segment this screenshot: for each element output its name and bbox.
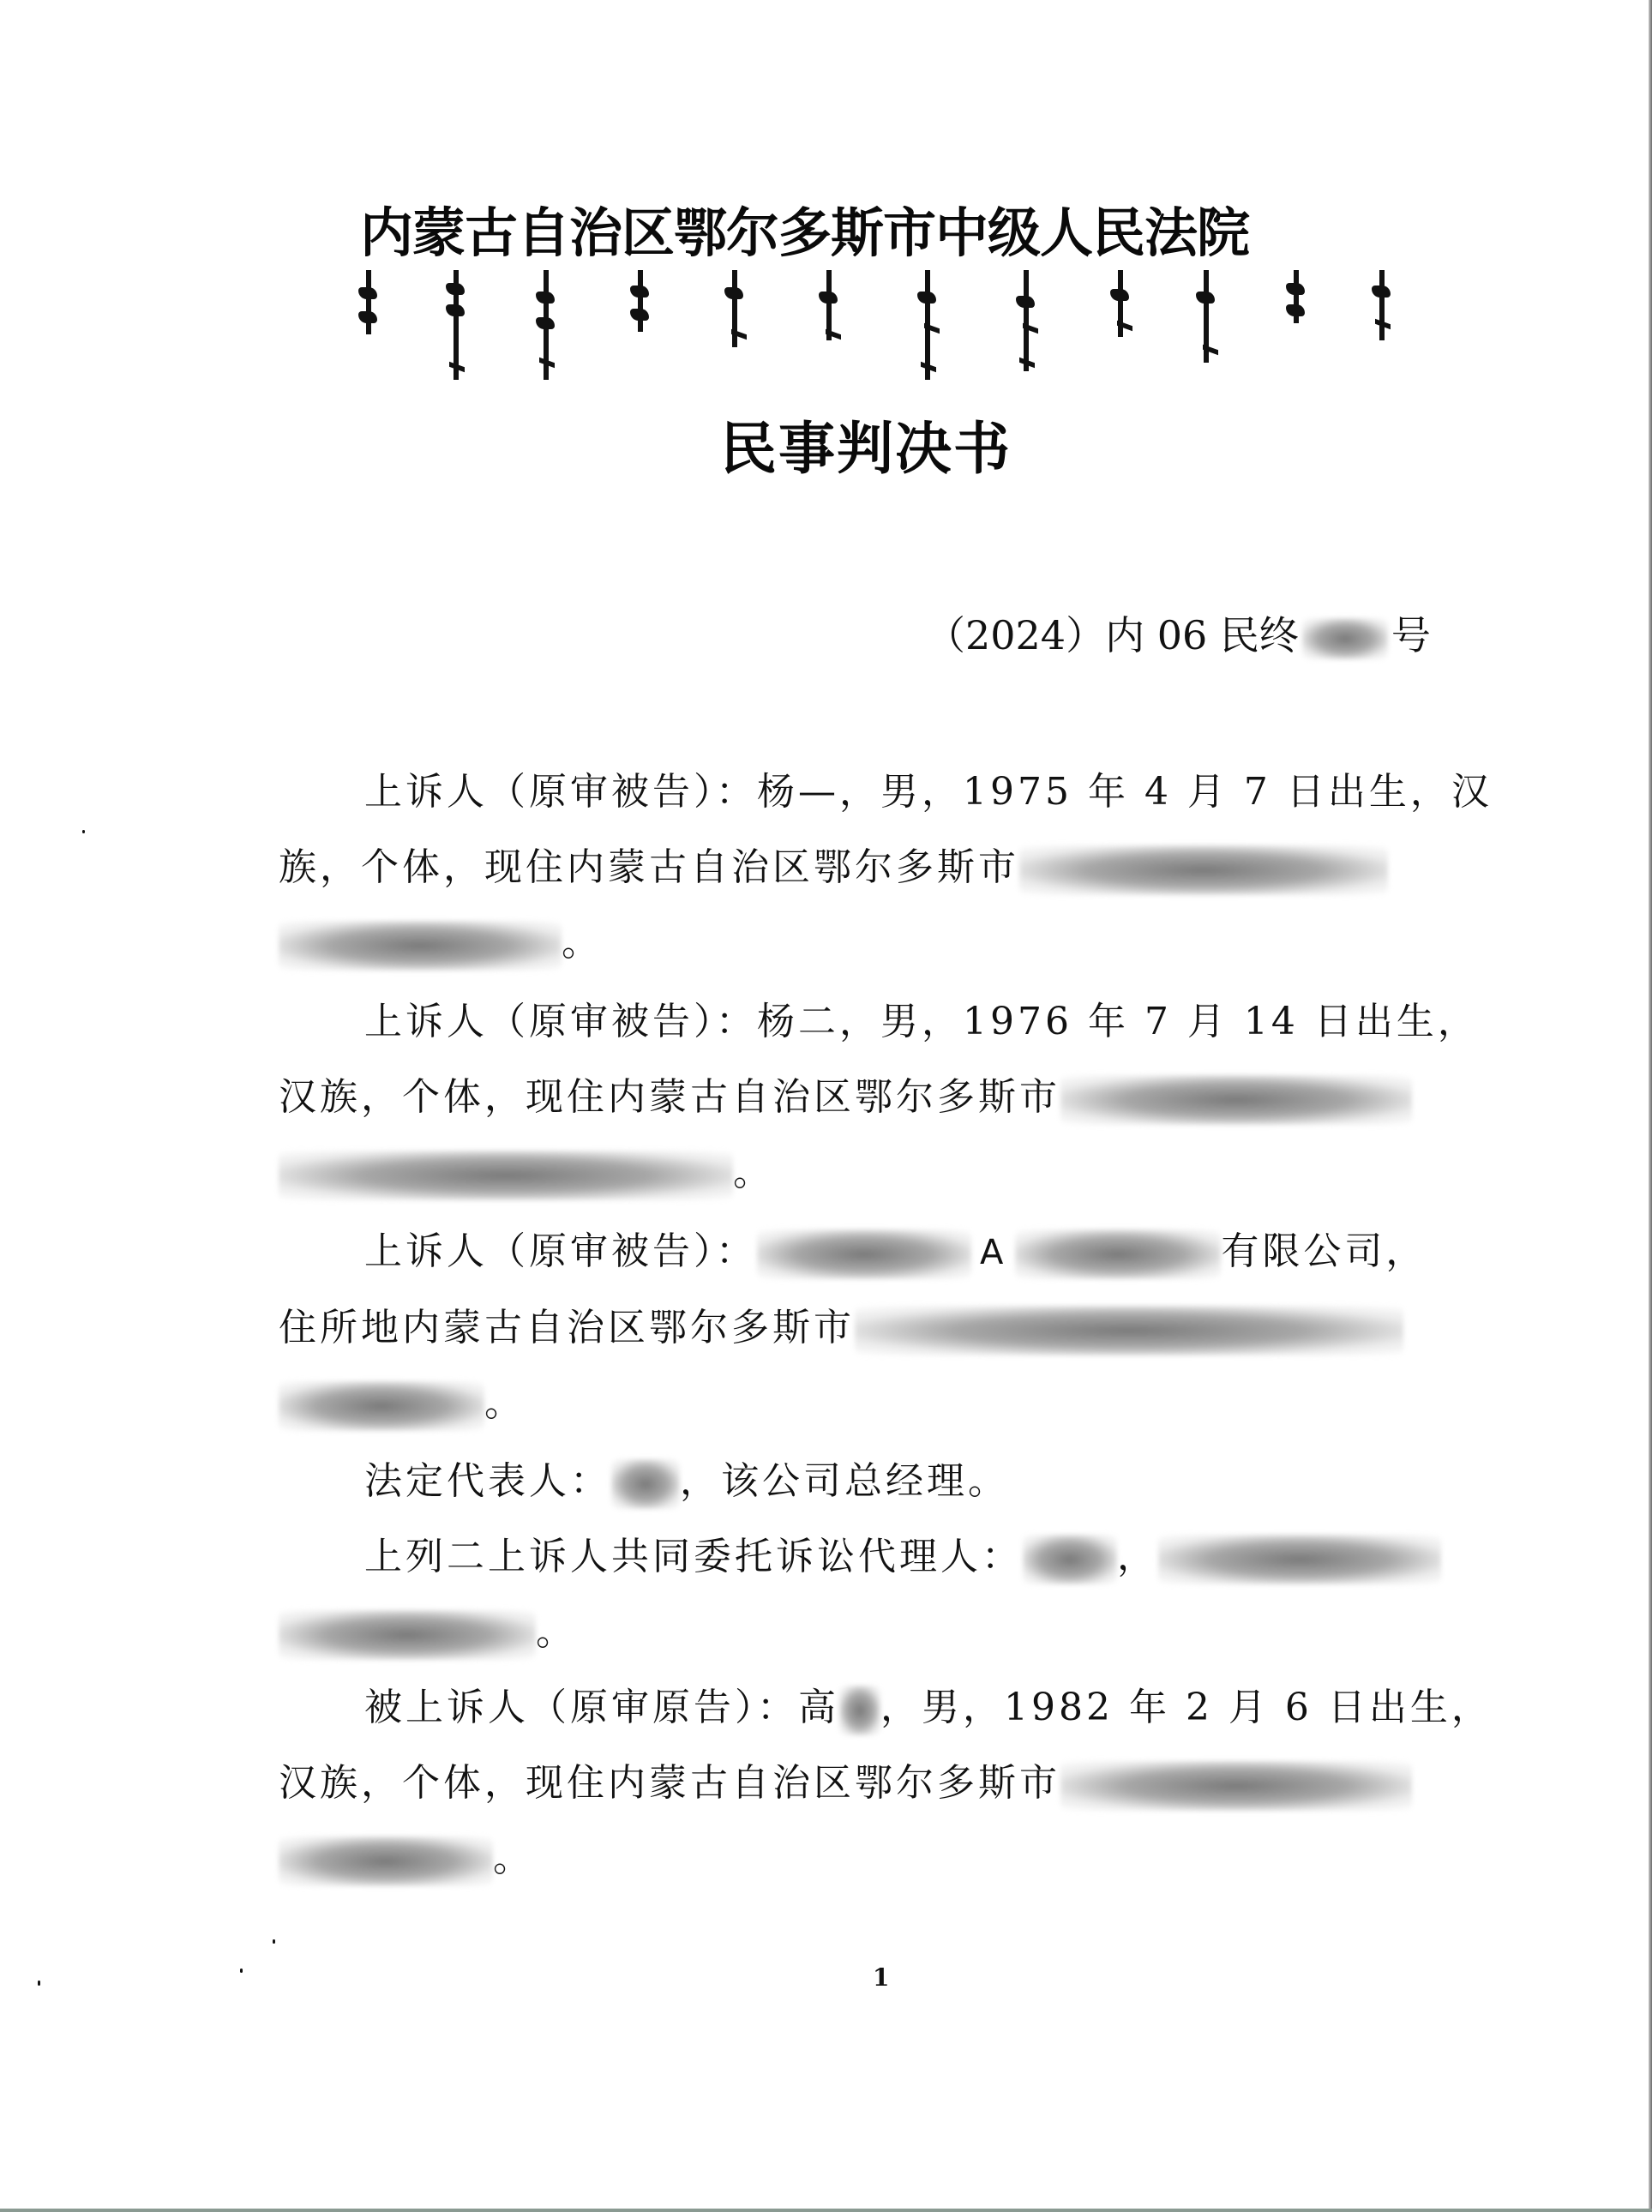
- comma: ，: [1117, 1535, 1158, 1578]
- redacted-name: 二: [798, 1000, 839, 1043]
- mongolian-glyph: [536, 270, 555, 382]
- redacted-law-firm: [1158, 1535, 1441, 1584]
- party-details: ，该公司总经理。: [680, 1459, 1009, 1503]
- page-edge: [1649, 0, 1652, 2212]
- redacted-name: [839, 1686, 880, 1735]
- litigation-agent: [279, 1519, 1496, 1670]
- party-appellant-2: [279, 984, 1496, 1211]
- redacted-address: [1019, 845, 1388, 895]
- redacted-address: [1060, 1761, 1412, 1811]
- party-label: 上列二上诉人共同委托诉讼代理人：: [364, 1535, 1023, 1578]
- redacted-law-firm: [279, 1610, 536, 1660]
- mongolian-glyph: [358, 270, 377, 339]
- redacted-company-name: [1015, 1229, 1221, 1279]
- party-label: 上诉人（原审被告）：杨: [364, 1000, 798, 1043]
- scan-speck: [38, 1981, 40, 1986]
- case-number: [926, 604, 1431, 661]
- mongolian-glyph: [1372, 270, 1391, 343]
- mongolian-glyph: [1016, 270, 1035, 373]
- mongolian-glyph: [917, 270, 936, 382]
- redacted-address: [855, 1306, 1403, 1355]
- mongolian-glyph: [724, 270, 743, 352]
- party-label: 法定代表人：: [364, 1459, 611, 1503]
- party-label: 被上诉人（原审原告）：高: [364, 1686, 839, 1729]
- mongolian-glyph: [819, 270, 838, 343]
- redacted-name: [1023, 1535, 1117, 1584]
- case-number-suffix: 号: [1391, 612, 1431, 658]
- party-details: ，男，1976 年 7 月 14 日出生，: [839, 1000, 1479, 1043]
- document-type-title: 民事判决书: [720, 416, 1012, 482]
- period: 。: [562, 921, 603, 965]
- redacted-address: [1060, 1075, 1412, 1125]
- case-number-prefix: （2024）内 06 民终: [926, 612, 1299, 658]
- scan-speck: [240, 1969, 243, 1973]
- party-label: 上诉人（原审被告）：杨: [364, 770, 798, 814]
- mongolian-glyph: [1196, 270, 1215, 364]
- page-number: 1: [873, 1963, 890, 1992]
- legal-representative: [279, 1444, 1496, 1519]
- mongolian-glyph: [630, 270, 649, 334]
- period: 。: [536, 1610, 577, 1654]
- redacted-name: —: [798, 770, 839, 814]
- redacted-name: [611, 1459, 680, 1509]
- redacted-case-number: [1302, 618, 1388, 659]
- party-appellant-company: [279, 1214, 1496, 1441]
- period: 。: [484, 1381, 526, 1425]
- company-suffix: 有限公司，: [1221, 1229, 1427, 1273]
- party-label: 上诉人（原审被告）：: [364, 1229, 757, 1273]
- party-details: ，男，1982 年 2 月 6 日出生，: [880, 1686, 1493, 1729]
- page-edge-bottom: [0, 2209, 1652, 2212]
- party-details: ，男，1975 年 4 月 7 日出生，汉: [839, 770, 1493, 814]
- scan-speck: [273, 1939, 275, 1944]
- party-address-prefix: 汉族，个体，现住内蒙古自治区鄂尔多斯市: [279, 1075, 1060, 1119]
- redacted-address: [279, 1381, 484, 1431]
- period: 。: [733, 1151, 774, 1194]
- redacted-address: [279, 1836, 493, 1886]
- company-letter: A: [980, 1233, 1007, 1272]
- mongolian-glyph: [1110, 270, 1129, 339]
- redacted-company-name: [757, 1229, 971, 1279]
- redacted-address: [279, 1151, 733, 1200]
- party-address-prefix: 住所地内蒙古自治区鄂尔多斯市: [279, 1306, 855, 1349]
- party-address-prefix: 汉族，个体，现住内蒙古自治区鄂尔多斯市: [279, 1761, 1060, 1805]
- period: 。: [493, 1836, 534, 1880]
- party-appellee: [279, 1670, 1496, 1896]
- party-address-prefix: 族，个体，现住内蒙古自治区鄂尔多斯市: [279, 845, 1019, 889]
- court-name-title: 内蒙古自治区鄂尔多斯市中级人民法院: [360, 201, 1250, 264]
- redacted-address: [279, 921, 562, 971]
- mongolian-court-name: [351, 270, 1406, 390]
- mongolian-glyph: [446, 270, 465, 382]
- scan-speck: [82, 830, 85, 833]
- mongolian-glyph: [1286, 270, 1305, 326]
- party-appellant-1: [279, 754, 1496, 981]
